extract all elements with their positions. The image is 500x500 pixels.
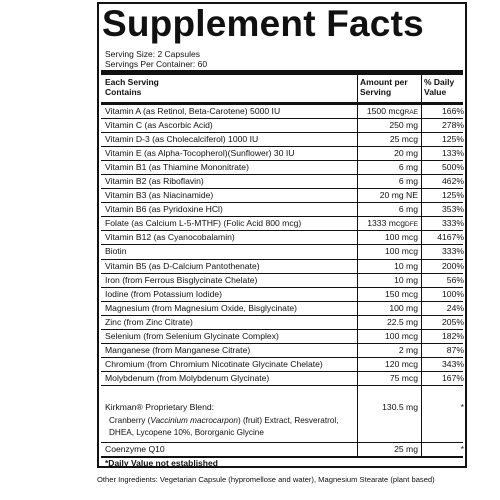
- header-label: Value: [424, 87, 447, 97]
- amount-value: 100 mcg: [385, 330, 418, 341]
- blend-description: [109, 415, 361, 438]
- amount-value: 120 mcg: [385, 358, 418, 369]
- nutrient-daily-value: 56%: [446, 274, 464, 285]
- coq10-amount: 25 mg: [394, 444, 418, 454]
- header-label: Amount per: [360, 77, 408, 87]
- nutrient-daily-value: 100%: [442, 288, 464, 299]
- amount-value: 10 mg: [394, 260, 418, 271]
- nutrient-row: [101, 203, 463, 217]
- nutrient-name: Iodine (from Potassium Iodide): [105, 288, 223, 299]
- nutrient-daily-value: 278%: [442, 120, 464, 131]
- coq10-name: Coenzyme Q10: [105, 444, 165, 454]
- nutrient-name: Manganese (from Manganese Citrate): [105, 344, 251, 355]
- nutrient-name: Vitamin B6 (as Pyridoxine HCl): [105, 204, 223, 215]
- amount-value: 250 mg: [389, 120, 418, 131]
- nutrient-name: Vitamin D-3 (as Cholecalciferol) 1000 IU: [105, 134, 259, 145]
- nutrient-row: [101, 260, 463, 274]
- nutrient-name: Molybdenum (from Molybdenum Glycinate): [105, 372, 270, 383]
- nutrient-daily-value: 200%: [442, 260, 464, 271]
- amount-value: 10 mg: [394, 274, 418, 285]
- amount-value: 6 mg: [398, 204, 418, 215]
- nutrient-daily-value: 133%: [442, 148, 464, 159]
- nutrient-amount: [360, 288, 418, 301]
- amount-value: 22.5 mg: [386, 316, 418, 327]
- nutrient-amount: [360, 260, 418, 273]
- nutrient-amount: [360, 245, 418, 258]
- other-ingredients: Other Ingredients: Vegetarian Capsule (hypromellose and water), Magnesium Stearate (plant based): [97, 475, 435, 484]
- nutrient-amount: [360, 175, 418, 188]
- blend-desc-text: ) (fruit) Extract, Resveratrol, DHEA, Lycopene 10%, Bororganic Glycine: [109, 416, 339, 437]
- nutrient-name: Vitamin B1 (as Thiamine Mononitrate): [105, 162, 249, 173]
- servings-per-container: Servings Per Container: 60: [105, 59, 208, 69]
- nutrient-daily-value: 333%: [442, 246, 464, 257]
- nutrient-row: [101, 274, 463, 288]
- amount-value: 20 mg NE: [379, 190, 418, 201]
- nutrient-row: [101, 245, 463, 259]
- nutrient-name: Chromium (from Chromium Nicotinate Glycinate Chelate): [105, 358, 323, 369]
- header-label: Serving: [360, 87, 392, 97]
- nutrient-row: [101, 288, 463, 302]
- nutrient-amount: [360, 372, 418, 385]
- blend-amount: 130.5 mg: [382, 402, 418, 412]
- amount-value: 20 mg: [394, 148, 418, 159]
- amount-value: 1333 mcg: [367, 218, 405, 229]
- nutrient-row: [101, 161, 463, 175]
- nutrient-daily-value: 4167%: [437, 232, 464, 243]
- nutrient-daily-value: 182%: [442, 330, 464, 341]
- nutrient-name: Folate (as Calcium L-5-MTHF) (Folic Acid 800 mcg): [105, 218, 302, 229]
- nutrient-amount: [360, 344, 418, 357]
- amount-unit-suffix: DFE: [405, 221, 418, 229]
- nutrient-daily-value: 343%: [442, 358, 464, 369]
- blend-name: Kirkman® Proprietary Blend:: [105, 402, 215, 412]
- nutrient-daily-value: 167%: [442, 372, 464, 383]
- nutrient-name: Zinc (from Zinc Citrate): [105, 316, 193, 327]
- nutrient-name: Selenium (from Selenium Glycinate Complex): [105, 330, 279, 341]
- nutrient-name: Vitamin E (as Alpha-Tocopherol)(Sunflower) 30 IU: [105, 148, 295, 159]
- thick-divider: [101, 70, 463, 75]
- blend-desc-text: Cranberry (: [109, 416, 151, 425]
- amount-value: 150 mcg: [385, 288, 418, 299]
- nutrient-name: Iron (from Ferrous Bisglycinate Chelate): [105, 274, 258, 285]
- panel-title: Supplement Facts: [102, 3, 424, 44]
- blend-desc-latin: Vaccinium macrocarpon: [150, 416, 238, 425]
- nutrient-daily-value: 87%: [446, 344, 464, 355]
- amount-value: 100 mcg: [385, 246, 418, 257]
- nutrient-row: [101, 231, 463, 245]
- coq10-row: [101, 443, 463, 457]
- nutrient-amount: [360, 119, 418, 132]
- nutrient-row: [101, 358, 463, 372]
- nutrient-name: Vitamin A (as Retinol, Beta-Carotene) 5000 IU: [105, 106, 281, 116]
- amount-value: 75 mcg: [389, 372, 418, 383]
- nutrient-row: [101, 175, 463, 189]
- nutrient-name: Vitamin B12 (as Cyanocobalamin): [105, 232, 235, 243]
- amount-value: 100 mcg: [385, 232, 418, 243]
- amount-value: 6 mg: [398, 176, 418, 187]
- nutrient-row: [101, 302, 463, 316]
- nutrient-amount: [360, 133, 418, 146]
- nutrient-amount: [360, 161, 418, 174]
- nutrient-name: Vitamin B3 (as Niacinamide): [105, 190, 214, 201]
- nutrient-row: [101, 217, 463, 231]
- nutrient-amount: [360, 302, 418, 315]
- supplement-facts-panel: [97, 2, 467, 468]
- nutrient-daily-value: 353%: [442, 204, 464, 215]
- nutrient-amount: [360, 330, 418, 343]
- nutrient-amount: [360, 147, 418, 160]
- nutrient-row: [101, 105, 463, 119]
- header-each-serving: [105, 77, 159, 97]
- nutrient-daily-value: 333%: [442, 218, 464, 229]
- nutrient-name: Biotin: [105, 246, 127, 257]
- footnote: *Daily Value not established: [105, 458, 218, 468]
- proprietary-blend-row: [101, 400, 463, 443]
- nutrient-daily-value: 24%: [446, 302, 464, 313]
- nutrient-row: [101, 119, 463, 133]
- blend-daily-value: *: [460, 402, 464, 412]
- nutrient-row: [101, 316, 463, 330]
- amount-value: 2 mg: [398, 344, 418, 355]
- nutrient-rows: [101, 105, 463, 386]
- nutrient-amount: [360, 358, 418, 371]
- nutrient-name: Vitamin C (as Ascorbic Acid): [105, 120, 213, 131]
- nutrient-amount: [360, 189, 418, 202]
- header-amount: [360, 77, 422, 97]
- nutrient-daily-value: 125%: [442, 190, 464, 201]
- coq10-daily-value: *: [460, 444, 464, 454]
- amount-value: 25 mcg: [389, 134, 418, 145]
- nutrient-name: Magnesium (from Magnesium Oxide, Bisglycinate): [105, 302, 297, 313]
- header-label: Contains: [105, 87, 142, 97]
- nutrient-row: [101, 133, 463, 147]
- serving-size: Serving Size: 2 Capsules: [105, 49, 200, 59]
- header-label: % Daily: [424, 77, 455, 87]
- amount-value: 1500 mcg: [366, 106, 405, 116]
- amount-value: 100 mg: [389, 302, 418, 313]
- nutrient-daily-value: 125%: [442, 134, 464, 145]
- nutrient-daily-value: 462%: [442, 176, 464, 187]
- nutrient-row: [101, 330, 463, 344]
- nutrient-daily-value: 500%: [442, 162, 464, 173]
- nutrient-row: [101, 189, 463, 203]
- nutrient-amount: [360, 274, 418, 287]
- nutrient-amount: [360, 217, 418, 231]
- nutrient-name: Vitamin B2 (as Riboflavin): [105, 176, 204, 187]
- nutrient-daily-value: 205%: [442, 316, 464, 327]
- nutrient-amount: [360, 203, 418, 216]
- nutrient-amount: [360, 231, 418, 244]
- nutrient-amount: [360, 105, 418, 119]
- nutrient-row: [101, 372, 463, 386]
- nutrient-amount: [360, 316, 418, 329]
- amount-value: 6 mg: [398, 162, 418, 173]
- nutrient-row: [101, 344, 463, 358]
- header-daily-value: [424, 77, 464, 97]
- nutrient-daily-value: 166%: [442, 106, 464, 116]
- nutrient-name: Vitamin B5 (as D-Calcium Pantothenate): [105, 260, 260, 271]
- header-label: Each Serving: [105, 77, 159, 87]
- amount-unit-suffix: RAE: [404, 109, 418, 116]
- nutrient-row: [101, 147, 463, 161]
